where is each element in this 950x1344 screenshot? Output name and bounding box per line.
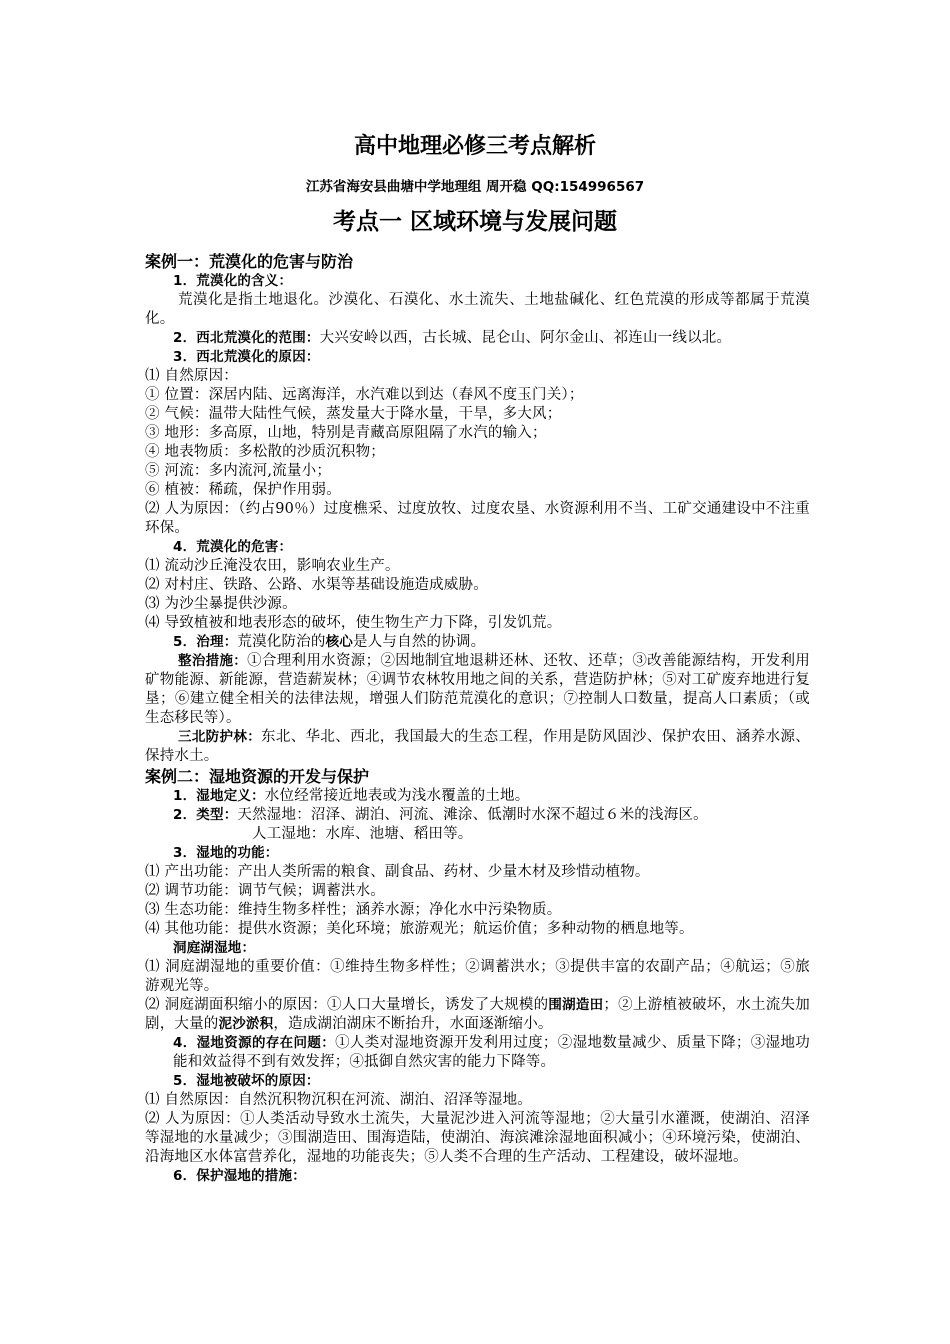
case1-s4-title: 4．荒漠化的危害： [173,539,293,555]
case2-dongting-title: 洞庭湖湿地： [173,940,256,956]
author-line: 江苏省海安县曲塘中学地理组 周开稳 QQ:154996567 [305,179,645,195]
case1-heading: 案例一：荒漠化的危害与防治 [145,252,354,271]
list-item: ⑷ 其他功能：提供水资源；美化环境；旅游观光；航运价值；多种动物的栖息地等。 [145,921,694,937]
list-item: ⑵ 调节功能：调节气候；调蓄洪水。 [145,883,386,899]
case2-s2-line2: 人工湿地：水库、池塘、稻田等。 [252,826,473,842]
list-item: ⑶ 为沙尘暴提供沙源。 [145,596,297,612]
case1-s3-human: ⑵ 人为原因：（约占90％）过度樵采、过度放牧、过度农垦、水资源利用不当、工矿交通建设中不注重环保。 [145,501,810,536]
document-title: 高中地理必修三考点解析 [353,134,596,159]
case1-s2: 2．西北荒漠化的范围：大兴安岭以西，古长城、昆仑山、阿尔金山、祁连山一线以北。 [173,330,732,346]
list-item: ⑶ 生态功能：维持生物多样性；涵养水源；净化水中污染物质。 [145,902,562,918]
case2-s5-human: ⑵ 人为原因：①人类活动导致水土流失，大量泥沙进入河流等湿地；②大量引水灌溉，使湖泊、沼泽等湿地的水量减少；③围湖造田、围海造陆，使湖泊、海滨滩涂湿地面积减小；④环境污染，使湖泊、沿海地区水体富营养化，湿地的功能丧失；⑤人类不合理的生产活动、工程建设，破坏湿地。 [145,1111,810,1165]
list-item: ⑤ 河流：多内流河,流量小； [145,463,332,479]
case1-s3-natural: ⑴ 自然原因： [145,368,239,384]
case2-s1: 1．湿地定义：水位经常接近地表或为浅水覆盖的土地。 [173,788,530,804]
list-item: ② 气候：温带大陆性气候，蒸发量大于降水量，干旱，多大风； [145,406,562,422]
case2-s4: 4．湿地资源的存在问题：①人类对湿地资源开发利用过度；②湿地数量减少、质量下降；③湿地功能和效益得不到有效发挥；④抵御自然灾害的能力下降等。 [173,1035,810,1070]
case1-s5: 5．治理：荒漠化防治的核心是人与自然的协调。 [173,634,486,650]
section-heading: 考点一 区域环境与发展问题 [332,209,617,235]
list-item: ⑥ 植被：稀疏，保护作用弱。 [145,482,341,498]
case1-s1-title: 1．荒漠化的含义： [173,273,293,289]
list-item: ⑴ 产出功能：产出人类所需的粮食、副食品、药材、少量木材及珍惜动植物。 [145,864,650,880]
case2-s2: 2．类型：天然湿地：沼泽、湖泊、河流、滩涂、低潮时水深不超过６米的浅海区。 [173,807,708,823]
case2-s6-title: 6．保护湿地的措施： [173,1168,306,1184]
case1-sanbei: 三北防护林：东北、华北、西北，我国最大的生态工程，作用是防风固沙、保护农田、涵养水源、保持水土。 [145,729,810,764]
case1-s3-title: 3．西北荒漠化的原因： [173,349,320,365]
case2-dongting-1: ⑴ 洞庭湖湿地的重要价值：①维持生物多样性；②调蓄洪水；③提供丰富的农副产品；④航运；⑤旅游观光等。 [145,959,810,994]
list-item: ④ 地表物质：多松散的沙质沉积物； [145,444,386,460]
case2-dongting-2: ⑵ 洞庭湖面积缩小的原因：①人口大量增长，诱发了大规模的围湖造田；②上游植被破坏，水土流失加剧，大量的泥沙淤积，造成湖泊湖床不断抬升，水面逐渐缩小。 [145,997,810,1032]
list-item: ⑴ 流动沙丘淹没农田，影响农业生产。 [145,558,400,574]
list-item: ⑷ 导致植被和地表形态的破坏，使生物生产力下降，引发饥荒。 [145,615,562,631]
case1-s1-text: 荒漠化是指土地退化。沙漠化、石漠化、水土流失、土地盐碱化、红色荒漠的形成等都属于荒漠化。 [145,292,810,327]
case2-s5-natural: ⑴ 自然原因：自然沉积物沉积在河流、湖泊、沼泽等湿地。 [145,1092,533,1108]
list-item: ① 位置：深居内陆、远离海洋，水汽难以到达（春风不度玉门关）； [145,387,584,403]
case2-s5-title: 5．湿地被破坏的原因： [173,1073,320,1089]
case2-heading: 案例二：湿地资源的开发与保护 [145,767,370,786]
document-body [145,251,810,1186]
list-item: ③ 地形：多高原，山地，特别是青藏高原阻隔了水汽的输入； [145,425,547,441]
case2-s3-title: 3．湿地的功能： [173,845,279,861]
case1-measures: 整治措施：①合理利用水资源；②因地制宜地退耕还林、还牧、还草；③改善能源结构，开发利用矿物能源、新能源，营造薪炭林；④调节农林牧用地之间的关系，营造防护林；⑤对工矿废弃地进行复垦；⑥建立健全相关的法律法规，增强人们防范荒漠化的意识；⑦控制人口数量，提高人口素质；（或生态移民等）。 [145,653,810,726]
list-item: ⑵ 对村庄、铁路、公路、水渠等基础设施造成威胁。 [145,577,488,593]
